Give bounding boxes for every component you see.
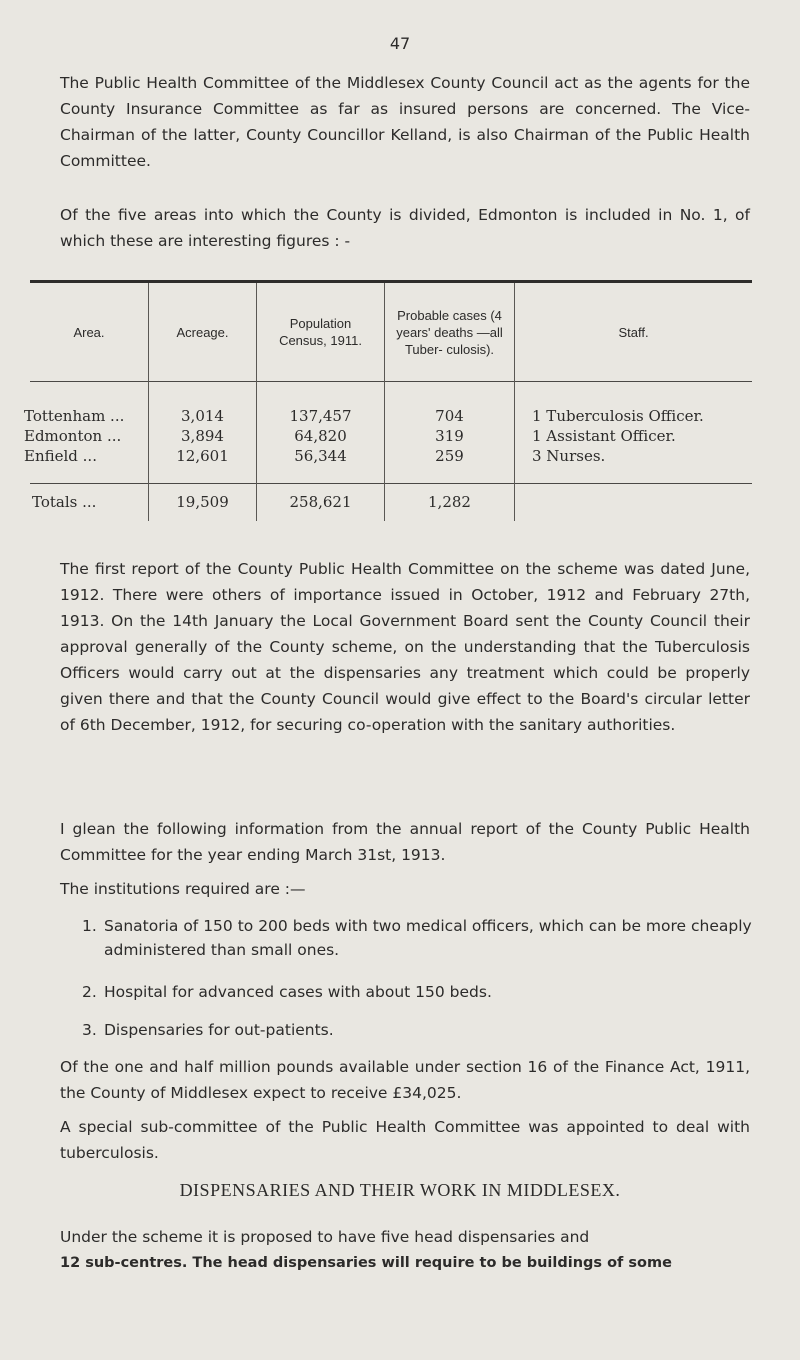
list-number: 2. bbox=[82, 983, 97, 1001]
list-text: Sanatoria of 150 to 200 beds with two medical officers, which can be more cheaply administered than small ones. bbox=[104, 917, 752, 959]
table-cell-probable: 259 bbox=[435, 447, 464, 465]
table-cell-staff: 1 Assistant Officer. bbox=[532, 427, 676, 445]
table-cell-area: Tottenham ... bbox=[24, 407, 125, 425]
totals-population: 258,621 bbox=[289, 493, 352, 511]
section-heading: DISPENSARIES AND THEIR WORK IN MIDDLESEX. bbox=[179, 1180, 621, 1200]
paragraph-first-report: The first report of the County Public Health Committee on the scheme was dated June, 1912. There were others of importance issued in October, 1912 and February 27th, 1913. On the 14th January the Local Government Board sent the County Council their approval generally of the County scheme, on the understanding that the Tuberculosis Officers would carry out at the dispensaries any treatment which could be properly given there and that the County Council would give effect to the Board's circular letter of 6th December, 1912, for securing co-operation with the sanitary authorities. bbox=[60, 560, 750, 734]
paragraph-scheme-line-1: Under the scheme it is proposed to have five head dispensaries and bbox=[60, 1228, 590, 1246]
table-cell-population: 137,457 bbox=[289, 407, 352, 425]
totals-rule bbox=[30, 483, 148, 484]
list-number: 1. bbox=[82, 917, 97, 935]
list-item bbox=[82, 914, 764, 962]
totals-rule bbox=[149, 483, 256, 484]
list-text: Dispensaries for out-patients. bbox=[104, 1021, 334, 1039]
totals-label: Totals ... bbox=[32, 493, 97, 511]
column-header-population: Population Census, 1911. bbox=[279, 316, 362, 348]
paragraph-annual-report: I glean the following information from the annual report of the County Public Health Committee for the year ending March 31st, 1913. bbox=[60, 820, 750, 864]
column-header-acreage: Acreage. bbox=[176, 324, 229, 340]
table-cell-area: Enfield ... bbox=[24, 447, 97, 465]
paragraph-finance-act: Of the one and half million pounds available under section 16 of the Finance Act, 1911, the County of Middlesex expect to receive £34,025. bbox=[60, 1058, 750, 1102]
table-header-rule bbox=[30, 381, 752, 382]
table-cell-acreage: 3,014 bbox=[181, 407, 224, 425]
totals-acreage: 19,509 bbox=[176, 493, 229, 511]
table-cell-area: Edmonton ... bbox=[24, 427, 122, 445]
table-cell-probable: 319 bbox=[435, 427, 464, 445]
table-cell-acreage: 3,894 bbox=[181, 427, 224, 445]
totals-rule bbox=[385, 483, 514, 484]
list-number: 3. bbox=[82, 1021, 97, 1039]
page-number: 47 bbox=[389, 34, 411, 53]
table-cell-population: 56,344 bbox=[294, 447, 347, 465]
table-cell-staff: 1 Tuberculosis Officer. bbox=[532, 407, 704, 425]
table-cell-staff: 3 Nurses. bbox=[532, 447, 606, 465]
totals-rule bbox=[515, 483, 752, 484]
paragraph-sub-committee: A special sub-committee of the Public Health Committee was appointed to deal with tuberculosis. bbox=[60, 1118, 750, 1162]
areas-table bbox=[24, 280, 752, 522]
list-item bbox=[82, 1018, 764, 1042]
paragraph-five-areas: Of the five areas into which the County is divided, Edmonton is included in No. 1, of which these are interesting figures : - bbox=[60, 206, 750, 250]
totals-rule bbox=[257, 483, 384, 484]
paragraph-scheme-line-2: 12 sub-centres. The head dispensaries will require to be buildings of some bbox=[60, 1255, 672, 1271]
column-header-staff: Staff. bbox=[618, 324, 649, 340]
paragraph-institutions-required: The institutions required are :— bbox=[60, 880, 306, 898]
table-cell-acreage: 12,601 bbox=[176, 447, 229, 465]
list-text: Hospital for advanced cases with about 150 beds. bbox=[104, 983, 492, 1001]
list-item bbox=[82, 980, 764, 1004]
column-header-area: Area. bbox=[73, 324, 105, 340]
totals-probable: 1,282 bbox=[428, 493, 471, 511]
table-cell-probable: 704 bbox=[435, 407, 464, 425]
paragraph-public-health-committee: The Public Health Committee of the Middlesex County Council act as the agents for the County Insurance Committee as far as insured persons are concerned. The Vice-Chairman of the latter, County Councillor Kelland, is also Chairman of the Public Health Committee. bbox=[60, 74, 750, 170]
table-cell-population: 64,820 bbox=[294, 427, 347, 445]
column-header-probable-cases: Probable cases (4 years' deaths —all Tuber- culosis). bbox=[396, 307, 503, 357]
